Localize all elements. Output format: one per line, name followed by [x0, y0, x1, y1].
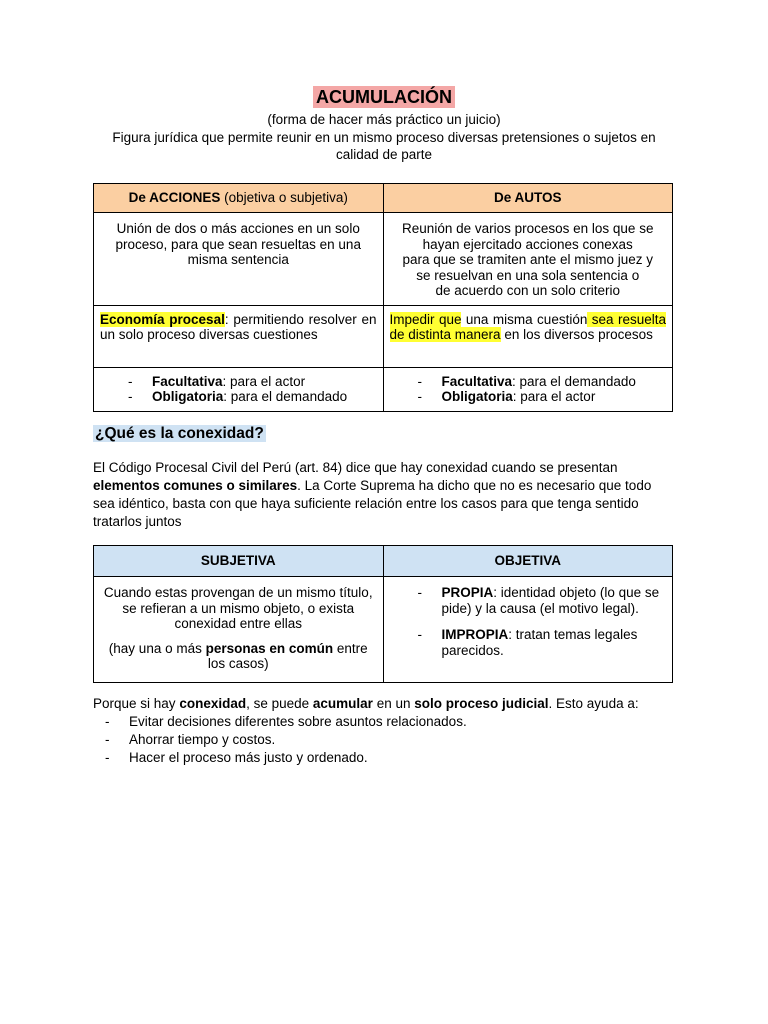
header-subjetiva: [94, 546, 384, 577]
autos-definition: [383, 213, 673, 306]
header-acciones-rest: (objetiva o subjetiva): [220, 190, 348, 206]
subjetiva-note: [100, 641, 377, 672]
section-heading: [93, 424, 266, 444]
autos-line: para que se tramiten ante el mismo juez y: [402, 252, 654, 267]
list-item: [100, 374, 377, 390]
highlight-resuelta: sea resuelta de distinta manera: [389, 311, 667, 342]
list-item: [390, 627, 667, 658]
type-bold: Obligatoria: [441, 389, 513, 404]
acciones-purpose: [94, 305, 384, 367]
autos-line: Reunión de varios procesos en los que se: [402, 221, 654, 236]
header-objetiva-label: OBJETIVA: [494, 553, 561, 569]
note-bold: personas en común: [205, 640, 334, 656]
acciones-types: [94, 367, 384, 411]
para-bold: elementos comunes o similares: [93, 478, 298, 493]
acciones-definition: Unión de dos o más acciones en un solo proceso, para que sean resueltas en una misma sentencia: [94, 213, 384, 306]
conclusion: [93, 695, 693, 767]
conclusion-sentence: [93, 695, 693, 713]
list-item: - Ahorrar tiempo y costos.: [93, 731, 693, 749]
table-header-row: [94, 546, 673, 577]
conexidad-table: [93, 545, 673, 683]
autos-line: se resuelvan en una sola sentencia o: [416, 267, 640, 283]
list-item: [390, 374, 667, 390]
type-rest: : para el actor: [222, 373, 306, 389]
table-header-row: [94, 184, 673, 213]
page-title: ACUMULACIÓN: [313, 86, 455, 108]
para-text-rest: . La Corte Suprema ha dicho que no es necesario que todo sea idéntico, basta con que haya suficiente relación entre los casos para que tenga sentido tratarlos juntos: [93, 478, 652, 529]
list-item: - Evitar decisiones diferentes sobre asuntos relacionados.: [93, 713, 693, 731]
autos-line: hayan ejercitado acciones conexas: [422, 236, 633, 252]
header-objetiva: [383, 546, 673, 577]
c-c: , se puede: [246, 696, 313, 711]
objetiva-rest: : identidad objeto (lo que se pide) y la causa (el motivo legal).: [441, 585, 660, 616]
type-bold: Facultativa: [441, 373, 513, 389]
benefits-list: [93, 713, 693, 767]
type-rest: : para el actor: [512, 389, 596, 404]
conexidad-paragraph: [93, 459, 673, 531]
autos-line: de acuerdo con un solo criterio: [435, 283, 621, 298]
c-b: conexidad: [179, 696, 247, 711]
c-a: Porque si hay: [93, 696, 180, 711]
title-wrap: [0, 86, 768, 108]
autos-types: [383, 367, 673, 411]
c-g: . Esto ayuda a:: [548, 696, 639, 711]
c-e: en un: [372, 696, 415, 711]
autos-purpose-mid: una misma cuestión: [461, 311, 588, 327]
acumulacion-table: [93, 183, 673, 412]
table-row: [94, 577, 673, 683]
list-item: [390, 389, 667, 405]
section-heading-text: ¿Qué es la conexidad?: [95, 425, 264, 442]
acciones-purpose-rest: : permitiendo resolver en un solo proceso diversas cuestiones: [100, 311, 377, 342]
list-item: - Hacer el proceso más justo y ordenado.: [93, 749, 693, 767]
subjetiva-text: Cuando estas provengan de un mismo título, se refieran a un mismo objeto, o exista conexidad entre ellas: [103, 585, 373, 631]
header-autos: [383, 184, 673, 213]
autos-purpose: [383, 305, 673, 367]
para-text: El Código Procesal Civil del Perú (art. 84) dice que hay conexidad cuando se presentan: [93, 460, 618, 475]
note-b: entre los casos): [207, 640, 368, 671]
subtitle: (forma de hacer más práctico un juicio): [267, 112, 501, 127]
type-rest: : para el demandado: [223, 389, 348, 404]
table-row: [94, 367, 673, 411]
autos-purpose-rest: en los diversos procesos: [500, 327, 653, 342]
table-row: [94, 213, 673, 306]
subjetiva-cell: [94, 577, 384, 683]
type-bold: Obligatoria: [152, 389, 224, 404]
c-f: solo proceso judicial: [414, 696, 549, 711]
objetiva-cell: [383, 577, 673, 683]
highlight-economia: Economía procesal: [100, 311, 225, 327]
intro-text: Figura jurídica que permite reunir en un mismo proceso diversas pretensiones o sujetos en calidad de parte: [112, 130, 656, 162]
objetiva-bold: IMPROPIA: [441, 627, 509, 642]
table-row: [94, 305, 673, 367]
header-acciones: [94, 184, 384, 213]
type-bold: Facultativa: [152, 373, 223, 389]
highlight-impedir: Impedir que: [389, 311, 462, 327]
header-acciones-bold: De ACCIONES: [128, 190, 221, 206]
objetiva-bold: PROPIA: [441, 585, 494, 600]
c-d: acumular: [312, 696, 373, 711]
note-a: (hay una o más: [108, 640, 206, 656]
header-autos-label: De AUTOS: [493, 190, 562, 206]
objetiva-rest: : tratan temas legales parecidos.: [441, 627, 638, 658]
list-item: [390, 585, 667, 616]
list-item: [100, 389, 377, 405]
type-rest: : para el demandado: [512, 373, 636, 389]
header-subjetiva-label: SUBJETIVA: [200, 553, 276, 569]
